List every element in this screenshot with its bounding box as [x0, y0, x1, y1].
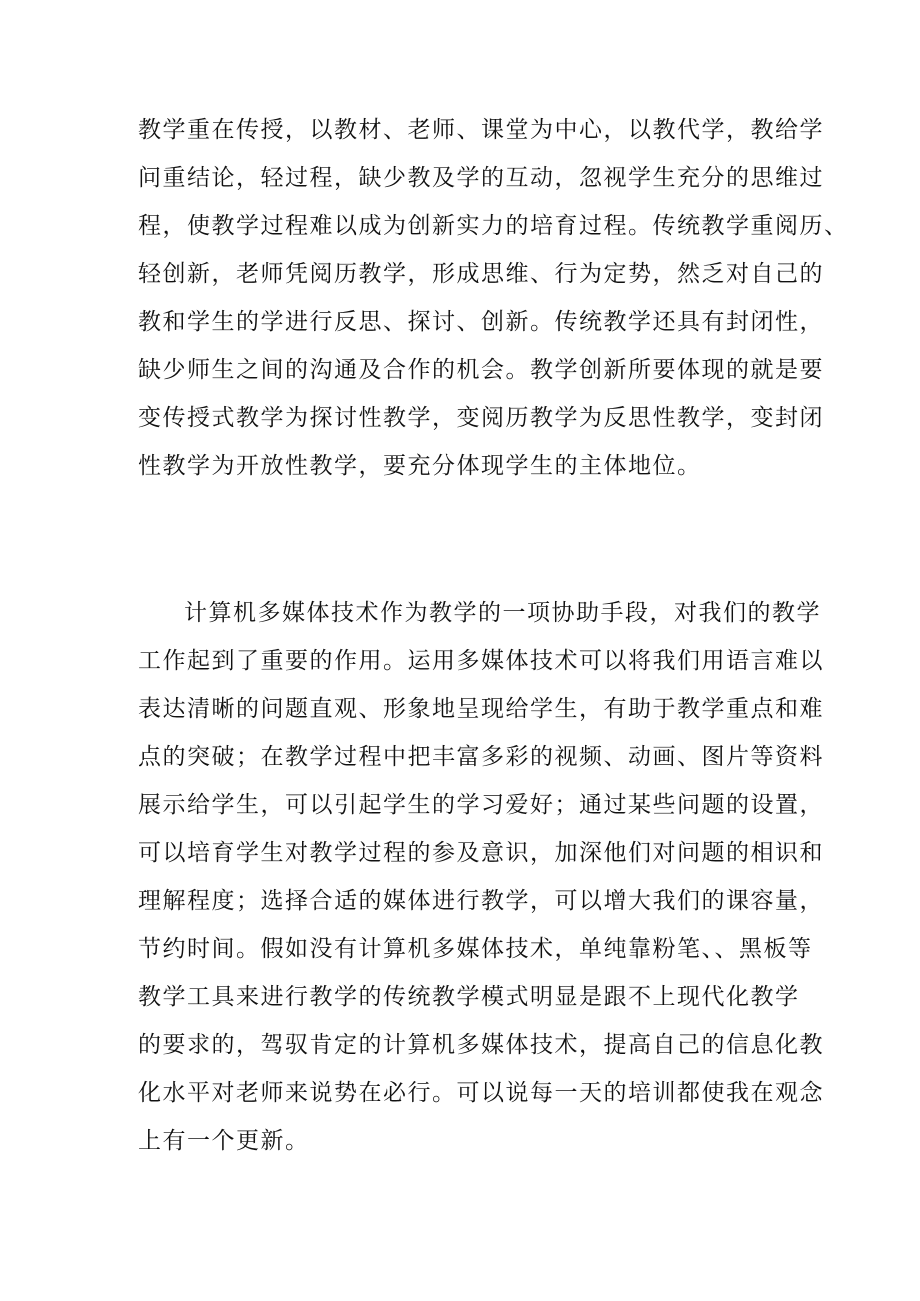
text-line: 性教学为开放性教学，要充分体现学生的主体地位。 — [138, 453, 702, 479]
text-line: 缺少师生之间的沟通及合作的机会。教学创新所要体现的就是要 — [138, 357, 824, 383]
text-line: 问重结论，轻过程，缺少教及学的互动，忽视学生充分的思维过 — [138, 165, 824, 191]
text-line: 程，使教学过程难以成为创新实力的培育过程。传统教学重阅历、 — [138, 213, 849, 239]
text-line: 节约时间。假如没有计算机多媒体技术，单纯靠粉笔、、黑板等 — [138, 936, 813, 962]
text-line: 的要求的，驾驭肯定的计算机多媒体技术，提高自己的信息化教 — [138, 1032, 824, 1058]
text-line: 教学重在传授，以教材、老师、课堂为中心，以教代学，教给学 — [138, 117, 824, 143]
text-line: 化水平对老师来说势在必行。可以说每一天的培训都使我在观念 — [138, 1080, 824, 1106]
text-line: 教和学生的学进行反思、探讨、创新。传统教学还具有封闭性， — [138, 309, 824, 335]
text-line: 教学工具来进行教学的传统教学模式明显是跟不上现代化教学 — [138, 984, 800, 1010]
paragraph-multimedia-technology — [138, 589, 824, 1165]
text-line: 计算机多媒体技术作为教学的一项协助手段，对我们的教学 — [184, 600, 821, 626]
paragraph-teaching-innovation — [138, 106, 849, 490]
text-line: 可以培育学生对教学过程的参及意识，加深他们对问题的相识和 — [138, 840, 824, 866]
text-line: 理解程度；选择合适的媒体进行教学，可以增大我们的课容量， — [138, 888, 824, 914]
text-line: 工作起到了重要的作用。运用多媒体技术可以将我们用语言难以 — [138, 648, 824, 674]
text-line: 点的突破；在教学过程中把丰富多彩的视频、动画、图片等资料 — [138, 744, 824, 770]
text-line: 上有一个更新。 — [138, 1128, 310, 1154]
text-line: 变传授式教学为探讨性教学，变阅历教学为反思性教学，变封闭 — [138, 405, 824, 431]
text-line: 轻创新，老师凭阅历教学，形成思维、行为定势，然乏对自己的 — [138, 261, 824, 287]
text-line: 表达清晰的问题直观、形象地呈现给学生，有助于教学重点和难 — [138, 696, 824, 722]
text-line: 展示给学生，可以引起学生的学习爱好；通过某些问题的设置， — [138, 792, 824, 818]
